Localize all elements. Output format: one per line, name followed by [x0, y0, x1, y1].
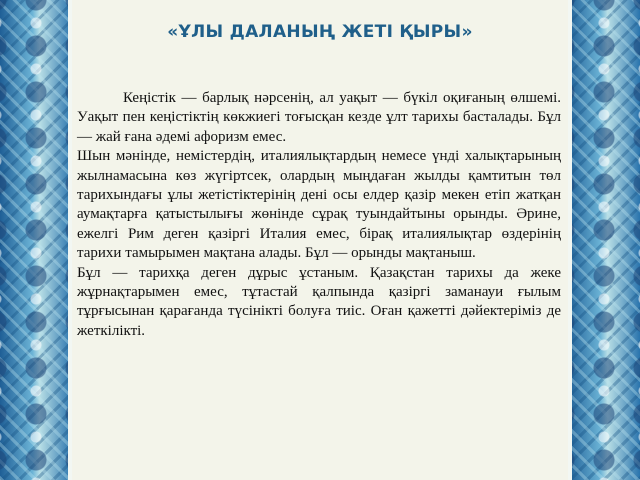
right-ornament-border [568, 0, 640, 480]
body-text [77, 89, 561, 341]
slide-title: «ҰЛЫ ДАЛАНЫҢ ЖЕТІ ҚЫРЫ» [167, 22, 473, 42]
paragraph-1: Кеңістік — барлық нәрсенің, ал уақыт — бүкіл оқиғаның өлшемі. Уақыт пен кеңістіктің көкжиегі тоғысқан кезде ұлт тарихы басталады. Бұл — жай ғана әдемі афоризм емес. [77, 90, 561, 145]
left-ornament-border [0, 0, 72, 480]
paragraph-2: Шын мәнінде, немістердің, италиялықтардың немесе үнді халықтарының жылнамасына көз жүгіртсек, олардың мыңдаған жылды қамтитын төл тарихындағы ұлы жетістіктерінің дені осы елдер қазір мекен етіп жатқан аумақтарға қатыстылығы жөнінде сұрақ туындайтыны орынды. Әрине, ежелгі Рим деген қазіргі Италия емес, бірақ италиялықтар өздерінің тарихи тамырымен мақтана алады. Бұл — орынды мақтаныш. [77, 148, 561, 262]
paragraph-3: Бұл — тарихқа деген дұрыс ұстаным. Қазақстан тарихы да жеке жұрнақтарымен емес, тұтастай қалпында қазіргі заманауи ғылым тұрғысынан қарағанда түсінікті болуға тиіс. Оған қажетті дәйектеріміз де жеткілікті. [77, 264, 561, 339]
